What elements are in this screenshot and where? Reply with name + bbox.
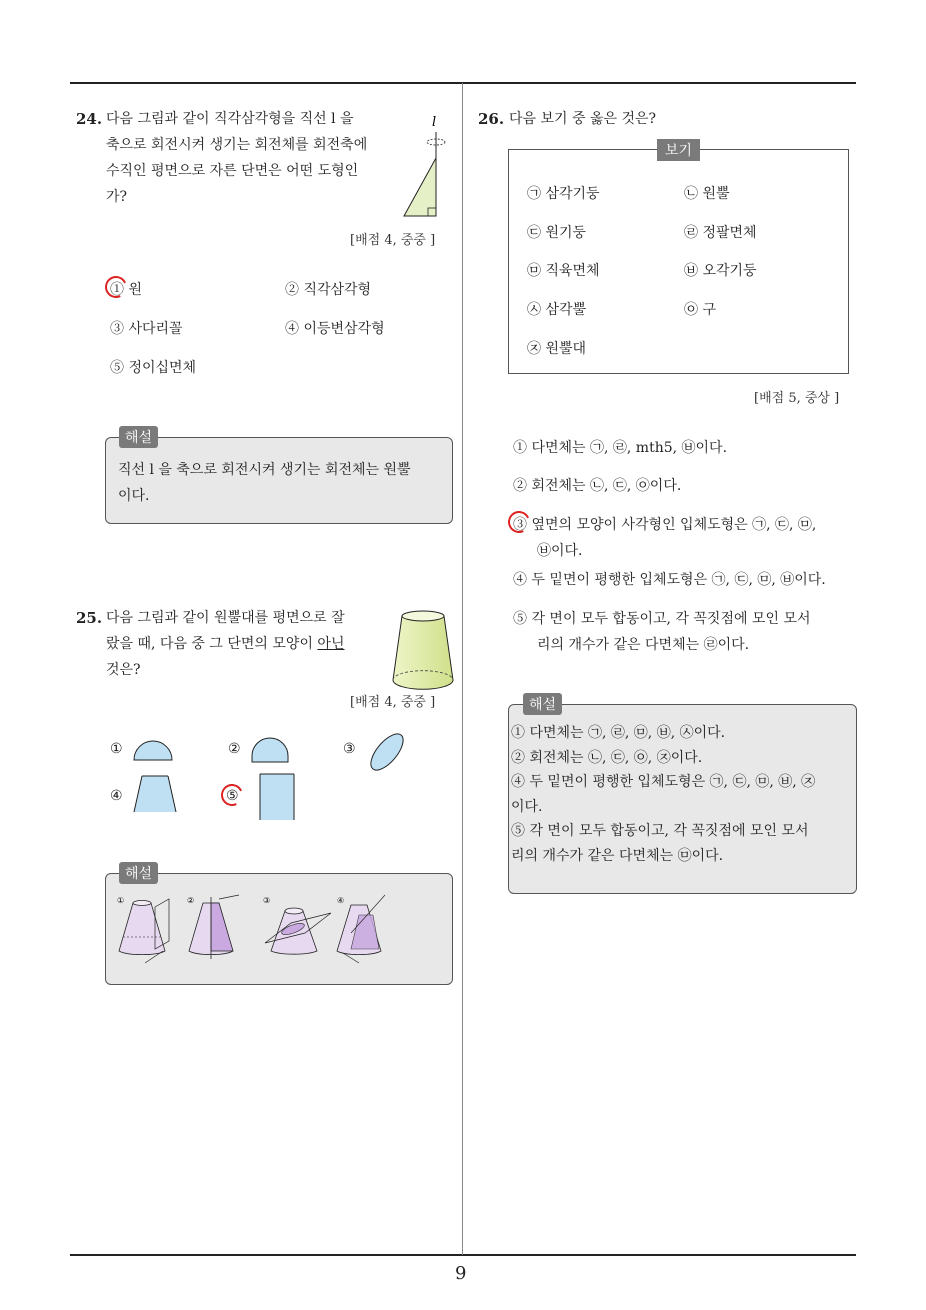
q26-option-5[interactable]: ⑤ 각 면이 모두 합동이고, 각 꼭짓점에 모인 모서 <box>513 611 811 627</box>
explain-line: ⑤ 각 면이 모두 합동이고, 각 꼭짓점에 모인 모서 <box>511 823 809 839</box>
diagram-label: ① <box>117 896 125 905</box>
explain-line: ① 다면체는 ㉠, ㉣, ㉤, ㉥, ㉦이다. <box>511 725 726 741</box>
diagram-label: ② <box>187 896 195 905</box>
q26-option-5-cont[interactable]: 리의 개수가 같은 다면체는 ㉣이다. <box>537 637 750 653</box>
diagram-label: ③ <box>263 896 271 905</box>
column-divider <box>462 83 463 1255</box>
q25-underlined-word: 아닌 <box>317 636 345 652</box>
q24-explanation-text <box>118 457 411 509</box>
q25-option-3-label[interactable]: ③ <box>343 741 356 757</box>
q25-line <box>106 631 396 657</box>
axis-label: l <box>432 115 437 130</box>
q24-line: 다음 그림과 같이 직각삼각형을 직선 l 을 <box>106 111 354 127</box>
explain-line: ② 회전체는 ㉡, ㉢, ㉧, ㉨이다. <box>511 749 703 766</box>
bogi-item: ㉡ 원뿔 <box>684 186 730 202</box>
q25-option-2-label[interactable]: ② <box>228 741 241 757</box>
q24-right-triangle-figure <box>398 110 458 222</box>
bogi-item: ㉦ 삼각뿔 <box>527 302 587 318</box>
q26-explanation-text <box>511 721 851 868</box>
q25-option-1-semicircle-shape[interactable] <box>132 738 174 762</box>
q25-line-prefix: 랐을 때, 다음 중 그 단면의 모양이 <box>106 636 318 652</box>
q26-option-3-cont[interactable]: ㉥이다. <box>537 543 583 559</box>
q26-score: [배점 5, 중상 ] <box>754 391 840 406</box>
q24-number: 24. <box>76 110 103 128</box>
bottom-rule <box>70 1254 856 1256</box>
bogi-item: ㉤ 직육면체 <box>527 263 600 279</box>
q26-option-2[interactable]: ② 회전체는 ㉡, ㉢, ㉧이다. <box>513 478 682 494</box>
q25-question <box>106 605 396 683</box>
q24-option-1[interactable]: ① 원 <box>110 282 142 298</box>
q24-explanation-tag: 해설 <box>119 426 158 448</box>
q25-explanation-diagrams <box>115 893 395 965</box>
bogi-item: ㉨ 원뿔대 <box>527 341 587 357</box>
q24-score: [배점 4, 중중 ] <box>350 233 436 248</box>
q25-explanation-tag: 해설 <box>119 862 158 884</box>
q24-option-4[interactable]: ④ 이등변삼각형 <box>285 321 385 337</box>
q24-option-3[interactable]: ③ 사다리꼴 <box>110 321 183 337</box>
q25-option-4-label[interactable]: ④ <box>110 788 123 804</box>
explain-line: ④ 두 밑면이 평행한 입체도형은 ㉠, ㉢, ㉤, ㉥, ㉨ <box>511 774 816 790</box>
q24-line: 가? <box>106 189 128 205</box>
diagram-label: ④ <box>337 896 345 905</box>
q25-line: 다음 그림과 같이 원뿔대를 평면으로 잘 <box>106 610 345 626</box>
q25-frustum-figure <box>390 608 456 692</box>
q26-option-4[interactable]: ④ 두 밑면이 평행한 입체도형은 ㉠, ㉢, ㉤, ㉥이다. <box>513 572 826 588</box>
q26-option-1[interactable]: ① 다면체는 ㉠, ㉣, mth5, ㉥이다. <box>513 440 728 456</box>
q24-option-2[interactable]: ② 직각삼각형 <box>285 282 372 298</box>
q25-option-3-ellipse-shape[interactable] <box>364 729 410 775</box>
q25-option-5-rectangle-shape[interactable] <box>258 772 296 820</box>
q24-line: 축으로 회전시켜 생기는 회전체를 회전축에 <box>106 137 368 153</box>
explain-line: 이다. <box>118 488 150 504</box>
bogi-item: ㉧ 구 <box>684 302 716 318</box>
explain-line: 이다. <box>511 798 543 815</box>
q25-score: [배점 4, 중중 ] <box>350 695 436 710</box>
q25-option-5-label[interactable]: ⑤ <box>226 788 239 804</box>
explain-line: 리의 개수가 같은 다면체는 ㉤이다. <box>511 847 724 864</box>
q26-question: 다음 보기 중 옳은 것은? <box>509 111 657 127</box>
q24-question <box>106 106 396 210</box>
answer-circle-icon <box>218 781 246 809</box>
q26-bogi-tag: 보기 <box>657 139 700 161</box>
q25-option-2-arch-shape[interactable] <box>250 736 290 764</box>
q25-option-4-trapezoid-shape[interactable] <box>132 774 178 814</box>
top-rule <box>70 82 856 84</box>
page-number: 9 <box>455 1263 467 1284</box>
q24-option-5[interactable]: ⑤ 정이십면체 <box>110 360 197 376</box>
q26-number: 26. <box>478 110 505 128</box>
q25-number: 25. <box>76 609 103 627</box>
q26-explanation-tag: 해설 <box>523 693 562 715</box>
explain-line: 직선 l 을 축으로 회전시켜 생기는 회전체는 원뿔 <box>118 462 411 478</box>
bogi-item: ㉣ 정팔면체 <box>684 225 757 241</box>
bogi-item: ㉢ 원기둥 <box>527 225 587 241</box>
q26-option-3[interactable]: ③ 옆면의 모양이 사각형인 입체도형은 ㉠, ㉢, ㉤, <box>513 517 817 533</box>
bogi-item: ㉠ 삼각기둥 <box>527 186 600 202</box>
q24-line: 수직인 평면으로 자른 단면은 어떤 도형인 <box>106 163 359 179</box>
q25-line: 것은? <box>106 662 141 678</box>
bogi-item: ㉥ 오각기둥 <box>684 263 757 279</box>
q25-option-1-label[interactable]: ① <box>110 741 123 757</box>
